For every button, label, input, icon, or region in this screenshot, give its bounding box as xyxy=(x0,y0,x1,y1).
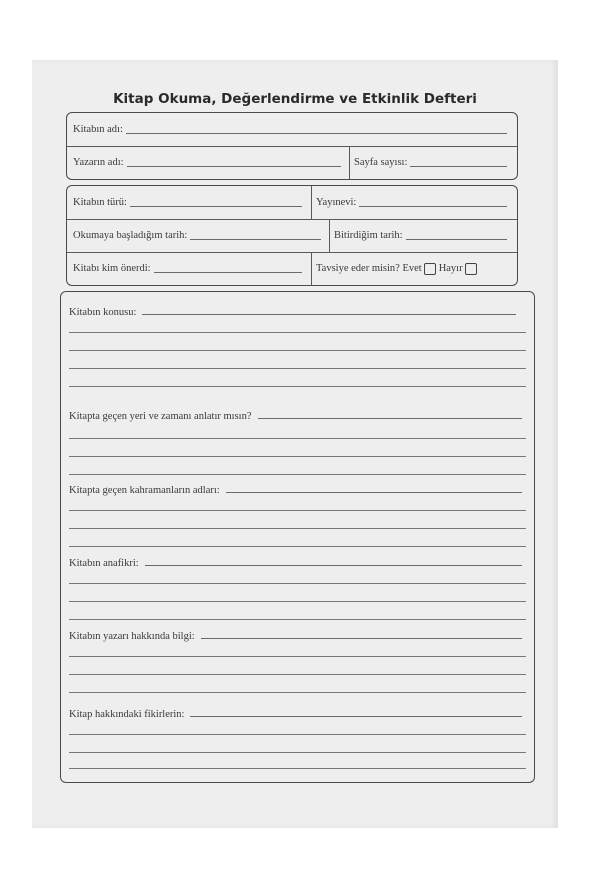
questions-box xyxy=(60,291,535,783)
answer-line[interactable] xyxy=(69,386,526,387)
answer-line[interactable] xyxy=(69,601,526,602)
no-checkbox[interactable] xyxy=(465,263,477,275)
answer-line[interactable] xyxy=(69,583,526,584)
topic-label: Kitabın konusu: xyxy=(69,307,137,318)
characters-label: Kitapta geçen kahramanların adları: xyxy=(69,485,220,496)
recommended-by-field[interactable] xyxy=(154,272,302,273)
answer-line[interactable] xyxy=(69,656,526,657)
book-name-field[interactable] xyxy=(126,133,507,134)
recommended-by-label: Kitabı kim önerdi: xyxy=(73,263,151,274)
author-label: Yazarın adı: xyxy=(73,157,124,168)
characters-answer-line[interactable] xyxy=(226,492,522,493)
yes-checkbox[interactable] xyxy=(424,263,436,275)
author-info-label: Kitabın yazarı hakkında bilgi: xyxy=(69,631,195,642)
start-date-field[interactable] xyxy=(190,239,321,240)
author-info-question xyxy=(69,624,526,642)
characters-question xyxy=(69,478,526,496)
topic-question xyxy=(69,300,526,318)
opinions-answer-line[interactable] xyxy=(190,716,522,717)
setting-answer-line[interactable] xyxy=(258,418,522,419)
reading-details-box xyxy=(66,185,518,286)
worksheet-page xyxy=(32,60,558,828)
setting-question xyxy=(69,404,526,422)
book-name-label: Kitabın adı: xyxy=(73,124,123,135)
author-info-answer-line[interactable] xyxy=(201,638,522,639)
divider xyxy=(349,146,350,179)
no-label: Hayır xyxy=(438,263,463,274)
end-date-field[interactable] xyxy=(406,239,507,240)
opinions-question xyxy=(69,702,526,720)
author-row xyxy=(67,146,517,179)
divider xyxy=(329,219,330,252)
genre-row xyxy=(67,186,517,220)
page-title: Kitap Okuma, Değerlendirme ve Etkinlik Defteri xyxy=(113,91,477,107)
publisher-field[interactable] xyxy=(359,206,507,207)
book-info-box xyxy=(66,112,518,180)
opinions-label: Kitap hakkındaki fikirlerin: xyxy=(69,709,185,720)
answer-line[interactable] xyxy=(69,510,526,511)
answer-line[interactable] xyxy=(69,528,526,529)
topic-answer-line[interactable] xyxy=(142,314,516,315)
answer-line[interactable] xyxy=(69,332,526,333)
divider xyxy=(311,252,312,285)
publisher-label: Yayınevi: xyxy=(316,197,357,208)
page-count-label: Sayfa sayısı: xyxy=(354,157,408,168)
setting-label: Kitapta geçen yeri ve zamanı anlatır mısın? xyxy=(69,411,252,422)
book-name-row xyxy=(67,113,517,147)
recommend-label: Tavsiye eder misin? Evet xyxy=(316,263,422,274)
answer-line[interactable] xyxy=(69,768,526,769)
main-idea-question xyxy=(69,551,526,569)
main-idea-answer-line[interactable] xyxy=(145,565,522,566)
divider xyxy=(311,186,312,219)
answer-line[interactable] xyxy=(69,619,526,620)
answer-line[interactable] xyxy=(69,474,526,475)
answer-line[interactable] xyxy=(69,546,526,547)
answer-line[interactable] xyxy=(69,692,526,693)
main-idea-label: Kitabın anafikri: xyxy=(69,558,139,569)
end-date-label: Bitirdiğim tarih: xyxy=(334,230,403,241)
recommend-row xyxy=(67,252,517,285)
answer-line[interactable] xyxy=(69,674,526,675)
genre-label: Kitabın türü: xyxy=(73,197,127,208)
genre-field[interactable] xyxy=(130,206,302,207)
page-count-field[interactable] xyxy=(410,166,507,167)
answer-line[interactable] xyxy=(69,752,526,753)
author-field[interactable] xyxy=(127,166,341,167)
answer-line[interactable] xyxy=(69,734,526,735)
dates-row xyxy=(67,219,517,253)
answer-line[interactable] xyxy=(69,456,526,457)
answer-line[interactable] xyxy=(69,438,526,439)
answer-line[interactable] xyxy=(69,368,526,369)
start-date-label: Okumaya başladığım tarih: xyxy=(73,230,188,241)
answer-line[interactable] xyxy=(69,350,526,351)
